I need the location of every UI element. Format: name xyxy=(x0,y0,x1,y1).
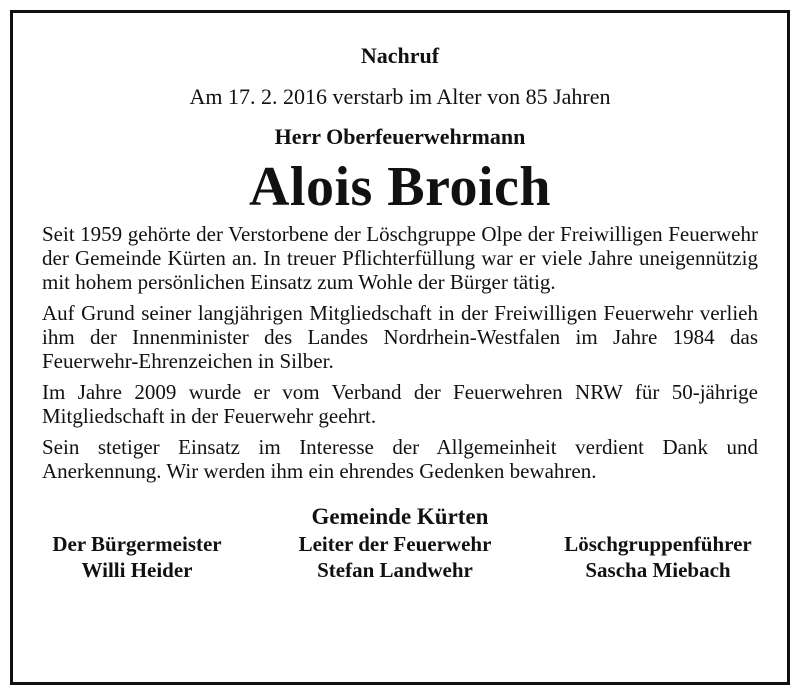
signatory-name: Sascha Miebach xyxy=(585,558,731,582)
paragraph-membership: Seit 1959 gehörte der Verstorbene der Löschgruppe Olpe der Freiwilligen Feuerwehr der Gemeinde Kürten an. In treuer Pflichterfüllung war er viele Jahre uneigennützig mit hohem persönlichen Einsatz zum Wohle der Bürger tätig. xyxy=(42,222,758,294)
signatory-name: Willi Heider xyxy=(81,558,193,582)
signatures-row xyxy=(42,531,758,583)
obituary-content xyxy=(42,42,758,583)
paragraph-remembrance: Sein stetiger Einsatz im Interesse der Allgemeinheit verdient Dank und Anerkennung. Wir werden ihm ein ehrendes Gedenken bewahren. xyxy=(42,435,758,483)
signatory-role: Leiter der Feuerwehr xyxy=(298,532,492,556)
signatory-fire-chief xyxy=(275,531,515,583)
signatory-group-leader xyxy=(538,531,778,583)
death-date-line: Am 17. 2. 2016 verstarb im Alter von 85 Jahren xyxy=(189,84,611,109)
organization-name: Gemeinde Kürten xyxy=(311,504,489,529)
signatory-mayor xyxy=(22,531,252,583)
signatory-role: Der Bürgermeister xyxy=(52,532,222,556)
signatory-role: Löschgruppenführer xyxy=(564,532,752,556)
obituary-heading: Nachruf xyxy=(360,43,440,68)
paragraph-honor-2009: Im Jahre 2009 wurde er vom Verband der Feuerwehren NRW für 50-jährige Mitgliedschaft in der Feuerwehr geehrt. xyxy=(42,380,758,428)
signatory-name: Stefan Landwehr xyxy=(317,558,473,582)
paragraph-honor-1984: Auf Grund seiner langjährigen Mitgliedschaft in der Freiwilligen Feuerwehr verlieh ihm der Innenminister des Landes Nordrhein-Westfalen im Jahre 1984 das Feuerwehr-Ehrenzeichen in Silber. xyxy=(42,301,758,373)
deceased-rank: Herr Oberfeuerwehrmann xyxy=(274,124,526,149)
deceased-name: Alois Broich xyxy=(248,156,552,218)
